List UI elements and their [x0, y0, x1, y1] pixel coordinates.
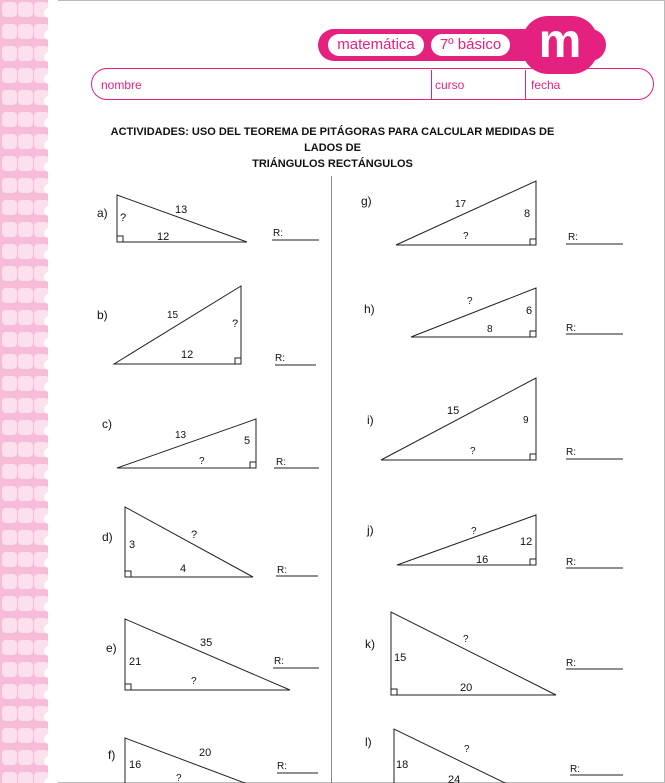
exercise-letter: h)	[364, 302, 375, 316]
grade-label: 7º básico	[431, 34, 510, 56]
triangle-b	[114, 286, 241, 364]
answer-label: R:	[566, 447, 576, 458]
triangle-h	[411, 288, 536, 337]
side-label: 16	[476, 554, 489, 566]
side-label: ?	[199, 456, 205, 467]
brand-logo: m	[522, 16, 598, 74]
side-label: ?	[470, 446, 476, 457]
side-label: 15	[167, 310, 179, 321]
side-label: 16	[129, 759, 142, 771]
answer-label: R:	[274, 656, 284, 667]
exercise-letter: d)	[102, 530, 113, 544]
side-label: ?	[463, 231, 469, 242]
answer-label: R:	[566, 557, 576, 568]
exercise-letter: e)	[106, 641, 117, 655]
exercise-letter: a)	[97, 206, 108, 220]
curso-field[interactable]: curso	[435, 78, 465, 92]
answer-label: R:	[570, 764, 580, 775]
side-label: 12	[181, 349, 194, 361]
right-angle-mark	[250, 462, 256, 468]
triangle-i	[381, 378, 536, 460]
nombre-field[interactable]: nombre	[101, 78, 142, 92]
side-label: 13	[175, 430, 187, 441]
side-label: 24	[448, 774, 461, 783]
side-label: 21	[129, 656, 142, 668]
side-label: 15	[447, 405, 460, 417]
answer-label: R:	[276, 457, 286, 468]
side-label: ?	[120, 212, 127, 224]
right-angle-mark	[530, 331, 536, 337]
triangle-e	[125, 619, 290, 690]
side-label: 20	[460, 682, 473, 694]
answer-label: R:	[277, 565, 287, 576]
exercise-letter: g)	[361, 194, 372, 208]
side-label: ?	[191, 529, 198, 541]
triangle-j	[397, 515, 536, 565]
exercise-letter: k)	[365, 637, 375, 651]
side-label: 12	[520, 536, 533, 548]
right-angle-mark	[117, 236, 123, 242]
side-label: 5	[244, 435, 251, 447]
triangle-k	[391, 612, 556, 695]
side-label: 8	[524, 208, 531, 220]
exercise-letter: b)	[97, 308, 108, 322]
side-label: ?	[464, 744, 470, 755]
right-angle-mark	[235, 358, 241, 364]
exercise-letter: i)	[367, 413, 374, 427]
right-angle-mark	[391, 689, 397, 695]
exercise-letter: j)	[367, 523, 374, 537]
side-label: 17	[455, 199, 467, 210]
title-line-1: ACTIVIDADES: USO DEL TEOREMA DE PITÁGORAS PARA CALCULAR MEDIDAS DE LADOS DE	[110, 126, 555, 154]
right-angle-mark	[530, 454, 536, 460]
side-label: 35	[200, 637, 213, 649]
side-label: 15	[394, 652, 407, 664]
side-label: 12	[157, 231, 170, 243]
triangle-c	[117, 419, 256, 468]
side-label: ?	[471, 526, 477, 537]
exercise-letter: c)	[102, 417, 112, 431]
triangle-l	[394, 729, 540, 783]
answer-label: R:	[566, 658, 576, 669]
side-label: 8	[487, 324, 493, 335]
side-label: ?	[191, 676, 197, 687]
triangle-d	[125, 507, 253, 577]
answer-label: R:	[566, 323, 576, 334]
exercise-letter: f)	[108, 748, 116, 762]
answer-label: R:	[277, 761, 287, 772]
subject-label: matemática	[328, 34, 424, 56]
side-label: ?	[463, 634, 469, 645]
side-label: ?	[176, 773, 182, 783]
side-label: 9	[523, 415, 529, 426]
triangle-a	[117, 195, 247, 242]
triangle-f	[125, 738, 290, 783]
answer-label: R:	[568, 232, 578, 243]
right-angle-mark	[125, 571, 131, 577]
side-label: 3	[129, 539, 136, 551]
side-label: 18	[396, 759, 409, 771]
answer-label: R:	[273, 228, 283, 239]
title-line-2: TRIÁNGULOS RECTÁNGULOS	[252, 158, 413, 170]
right-angle-mark	[125, 684, 131, 690]
fecha-field[interactable]: fecha	[531, 78, 561, 92]
exercise-letter: l)	[365, 735, 372, 749]
side-label: 4	[180, 563, 187, 575]
side-label: ?	[232, 318, 239, 330]
side-label: 20	[199, 747, 212, 759]
side-label: 6	[526, 305, 533, 317]
answer-label: R:	[275, 353, 285, 364]
right-angle-mark	[530, 559, 536, 565]
side-label: ?	[467, 296, 473, 307]
right-angle-mark	[530, 239, 536, 245]
side-label: 13	[175, 204, 188, 216]
